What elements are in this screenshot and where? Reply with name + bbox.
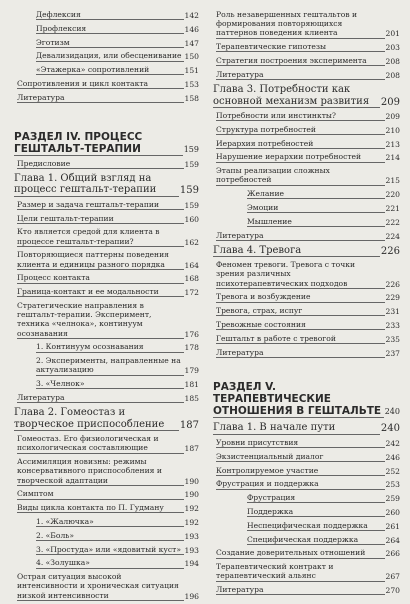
- toc-entry[interactable]: [213, 479, 400, 489]
- toc-entry[interactable]: [14, 273, 199, 283]
- toc-entry-title: Роль незавершенных гештальтов и формирования повторяющихся паттернов поведения клиента: [216, 10, 385, 39]
- toc-entry[interactable]: [213, 70, 400, 80]
- toc-entry-title: 2. Эксперименты, направленные на актуализацию: [36, 356, 184, 375]
- toc-page-number: 162: [184, 237, 199, 247]
- toc-entry[interactable]: [213, 306, 400, 316]
- toc-entry[interactable]: [213, 56, 400, 66]
- toc-entry-title: Девализидация, или обесценивание: [36, 51, 182, 61]
- toc-page-number: 178: [184, 343, 199, 353]
- toc-page-number: 196: [184, 591, 199, 601]
- toc-page-number: 237: [385, 348, 400, 358]
- toc-entry[interactable]: [14, 301, 199, 339]
- toc-entry[interactable]: [14, 517, 199, 527]
- toc-entry-title: РАЗДЕЛ V. ТЕРАПЕВТИЧЕСКИЕ ОТНОШЕНИЯ В ГЕШТАЛЬТЕ: [213, 381, 384, 418]
- toc-page-number: 168: [184, 274, 199, 284]
- toc-entry[interactable]: [213, 348, 400, 358]
- toc-page-number: 240: [384, 407, 400, 417]
- toc-entry-title: Фрустрация: [247, 493, 385, 503]
- toc-entry[interactable]: [14, 531, 199, 541]
- toc-chapter-heading[interactable]: [213, 422, 400, 435]
- toc-entry-title: 1. «Жалючка»: [36, 517, 184, 527]
- toc-page-number: 192: [184, 504, 199, 514]
- toc-entry[interactable]: [213, 334, 400, 344]
- toc-entry-title: Глава 3. Потребности как основной механизм развития: [213, 84, 380, 108]
- toc-chapter-heading[interactable]: [213, 84, 400, 108]
- toc-entry-title: Феномен тревоги. Тревога с точки зрения различных психотерапевтических подходов: [216, 260, 385, 289]
- toc-entry-title: Глава 1. Общий взгляд на процесс гештальт-терапии: [14, 173, 179, 197]
- toc-entry[interactable]: [213, 452, 400, 462]
- toc-page-number: 261: [385, 521, 400, 531]
- toc-entry[interactable]: [213, 292, 400, 302]
- toc-entry[interactable]: [213, 521, 400, 531]
- toc-page-number: 224: [385, 231, 400, 241]
- toc-page-number: 208: [385, 57, 400, 66]
- toc-entry[interactable]: [213, 125, 400, 135]
- toc-entry[interactable]: [14, 393, 199, 403]
- toc-chapter-heading[interactable]: [213, 245, 400, 258]
- toc-entry-title: «Этажерка» сопротивлений: [36, 65, 184, 75]
- toc-page-number: 176: [184, 329, 199, 339]
- toc-page-number: 266: [385, 549, 400, 559]
- toc-entry[interactable]: [213, 217, 400, 227]
- toc-entry-title: 4. «Золушка»: [36, 558, 184, 568]
- toc-entry-title: Профлексия: [36, 24, 184, 34]
- toc-entry-title: Стратегия построения эксперимента: [216, 56, 385, 66]
- toc-page-number: 153: [184, 79, 199, 89]
- toc-page-number: 246: [385, 452, 400, 462]
- toc-left-column: [14, 10, 199, 604]
- toc-entry[interactable]: [14, 457, 199, 486]
- toc-entry-title: Структура потребностей: [216, 125, 385, 135]
- toc-page-number: 150: [184, 52, 199, 62]
- toc-page-number: 221: [385, 203, 400, 213]
- toc-page-number: 210: [385, 125, 400, 135]
- toc-entry-title: Этапы реализации сложных потребностей: [216, 166, 385, 185]
- toc-entry-title: Специфическая поддержка: [247, 535, 385, 545]
- toc-entry-title: Желание: [247, 189, 385, 199]
- toc-page-number: 190: [184, 490, 199, 500]
- toc-page-number: 213: [385, 139, 400, 149]
- toc-entry[interactable]: [213, 548, 400, 558]
- toc-entry-title: Повторяющиеся паттерны поведения клиента и единицы разного порядка: [17, 250, 184, 269]
- toc-entry-title: Литература: [216, 348, 385, 358]
- toc-entry-title: Цели гештальт-терапии: [17, 214, 184, 224]
- toc-page-number: 229: [385, 293, 400, 303]
- toc-page-number: 187: [184, 444, 199, 454]
- toc-entry[interactable]: [14, 10, 199, 20]
- toc-page-number: 203: [385, 43, 400, 53]
- toc-page-number: 181: [184, 380, 199, 390]
- toc-entry[interactable]: [213, 166, 400, 185]
- toc-page-number: 172: [184, 288, 199, 298]
- toc-page-number: 209: [380, 96, 400, 108]
- toc-page-number: 214: [385, 153, 400, 163]
- toc-section-heading[interactable]: [213, 381, 400, 418]
- toc-page-number: 193: [184, 545, 199, 555]
- toc-entry[interactable]: [213, 231, 400, 241]
- toc-page-number: 226: [380, 245, 400, 257]
- toc-entry-title: Тревога и возбуждение: [216, 292, 385, 302]
- toc-entry[interactable]: [14, 356, 199, 375]
- toc-entry-title: Контролируемое участие: [216, 466, 385, 476]
- toc-entry-title: Стратегические направления в гештальт-терапии. Эксперимент, техника «челнока», континуум осознавания: [17, 301, 184, 339]
- toc-entry-title: Острая ситуация высокой интенсивности и хроническая ситуация низкой интенсивности: [17, 572, 184, 601]
- toc-entry[interactable]: [213, 438, 400, 448]
- toc-page-number: 164: [184, 260, 199, 270]
- toc-entry[interactable]: [213, 189, 400, 199]
- toc-page-number: 192: [184, 517, 199, 527]
- toc-page-number: 260: [385, 507, 400, 517]
- toc-entry[interactable]: [14, 434, 199, 453]
- toc-entry[interactable]: [14, 200, 199, 210]
- toc-page-number: 185: [184, 393, 199, 403]
- toc-entry-title: Размер и задача гештальт-терапии: [17, 200, 184, 210]
- toc-entry[interactable]: [213, 152, 400, 162]
- toc-entry-title: Терапевтический контракт и терапевтический альянс: [216, 562, 385, 581]
- toc-entry[interactable]: [14, 93, 199, 103]
- toc-entry-title: 1. Континуум осознавания: [36, 342, 184, 352]
- toc-entry[interactable]: [14, 489, 199, 499]
- toc-page-number: 252: [385, 466, 400, 476]
- toc-entry-title: Глава 1. В начале пути: [213, 422, 380, 435]
- toc-entry-title: Сопротивления и цикл контакта: [17, 79, 184, 89]
- toc-page-number: 159: [184, 200, 199, 210]
- toc-entry[interactable]: [213, 585, 400, 595]
- toc-entry[interactable]: [213, 111, 400, 121]
- toc-page-number: 147: [184, 38, 199, 48]
- toc-page-number: 242: [385, 438, 400, 448]
- toc-entry-title: 2. «Боль»: [36, 531, 184, 541]
- toc-right-column: [213, 10, 400, 599]
- toc-entry[interactable]: [14, 79, 199, 89]
- toc-entry[interactable]: [14, 24, 199, 34]
- toc-entry[interactable]: [213, 493, 400, 503]
- toc-page-number: 208: [385, 70, 400, 80]
- toc-entry[interactable]: [213, 320, 400, 330]
- toc-entry-title: Гомеостаз. Его физиологическая и психологическая составляющие: [17, 434, 184, 453]
- toc-entry[interactable]: [14, 250, 199, 269]
- toc-page-number: 146: [184, 24, 199, 34]
- toc-entry[interactable]: [14, 227, 199, 246]
- toc-entry-title: РАЗДЕЛ IV. ПРОЦЕСС ГЕШТАЛЬТ-ТЕРАПИИ: [14, 131, 183, 156]
- toc-entry-title: Глава 2. Гомеостаз и творческое приспособление: [14, 407, 179, 431]
- toc-entry-title: 3. «Челнок»: [36, 379, 184, 389]
- toc-entry[interactable]: [213, 139, 400, 149]
- toc-entry-title: Экзистенциальный диалог: [216, 452, 385, 462]
- toc-page-number: 209: [385, 112, 400, 121]
- toc-entry-title: Эготизм: [36, 38, 184, 48]
- toc-entry-title: Виды цикла контакта по П. Гудману: [17, 503, 184, 513]
- toc-entry-title: Гештальт в работе с тревогой: [216, 334, 385, 344]
- toc-page-number: 231: [385, 307, 400, 317]
- toc-page-number: 158: [184, 93, 199, 103]
- toc-entry[interactable]: [14, 65, 199, 75]
- toc-page-number: 159: [183, 144, 199, 154]
- toc-entry-title: Глава 4. Тревога: [213, 245, 380, 258]
- toc-entry[interactable]: [14, 38, 199, 48]
- toc-entry[interactable]: [213, 203, 400, 213]
- toc-page-number: 190: [184, 476, 199, 486]
- section-spacer: [14, 107, 199, 125]
- toc-entry[interactable]: [14, 159, 199, 169]
- toc-entry-title: Ассимиляция новизны: режимы консервативного приспособления и творческой адаптации: [17, 457, 184, 486]
- toc-section-heading[interactable]: [14, 131, 199, 156]
- toc-entry-title: Граница-контакт и ее модальности: [17, 287, 184, 297]
- toc-entry-title: Фрустрация и поддержка: [216, 479, 385, 489]
- toc-entry[interactable]: [213, 562, 400, 581]
- toc-entry-title: Поддержка: [247, 507, 385, 517]
- toc-page-number: 253: [385, 480, 400, 490]
- section-spacer: [213, 361, 400, 375]
- toc-entry-title: Уровни присутствия: [216, 438, 385, 448]
- toc-page-number: 142: [184, 11, 199, 20]
- toc-page-number: 267: [385, 572, 400, 582]
- toc-entry-title: Предисловие: [17, 159, 184, 169]
- toc-page-number: 226: [385, 279, 400, 289]
- toc-entry-title: Кто является средой для клиента в процессе гештальт-терапии?: [17, 227, 184, 246]
- toc-page-number: 179: [184, 366, 199, 376]
- toc-page-number: 187: [179, 419, 199, 431]
- toc-entry[interactable]: [213, 10, 400, 39]
- toc-entry-title: Эмоции: [247, 203, 385, 213]
- toc-entry-title: Терапевтические гипотезы: [216, 42, 385, 52]
- toc-entry[interactable]: [213, 535, 400, 545]
- toc-page-number: 270: [385, 586, 400, 596]
- toc-entry-title: Дефлексия: [36, 10, 184, 20]
- toc-entry[interactable]: [14, 214, 199, 224]
- toc-entry-title: Литература: [216, 585, 385, 595]
- toc-entry[interactable]: [213, 507, 400, 517]
- toc-entry-title: Литература: [216, 70, 385, 80]
- toc-chapter-heading[interactable]: [14, 407, 199, 431]
- toc-page-number: 215: [385, 176, 400, 186]
- toc-page-number: 240: [380, 423, 400, 435]
- toc-page-number: 159: [179, 185, 199, 197]
- toc-entry-title: Литература: [17, 393, 184, 403]
- toc-entry-title: Иерархия потребностей: [216, 139, 385, 149]
- toc-entry[interactable]: [213, 260, 400, 289]
- toc-page-number: 264: [385, 535, 400, 545]
- toc-page-number: 222: [385, 217, 400, 227]
- toc-page-number: 159: [184, 159, 199, 169]
- toc-entry-title: Мышление: [247, 217, 385, 227]
- toc-entry[interactable]: [14, 545, 199, 555]
- toc-entry-title: Литература: [216, 231, 385, 241]
- toc-entry[interactable]: [14, 379, 199, 389]
- toc-page-number: 201: [385, 29, 400, 39]
- toc-page-number: 193: [184, 531, 199, 541]
- toc-entry-title: Литература: [17, 93, 184, 103]
- toc-entry[interactable]: [14, 287, 199, 297]
- toc-page-number: 235: [385, 334, 400, 344]
- toc-entry[interactable]: [213, 42, 400, 52]
- toc-page-number: 160: [184, 214, 199, 224]
- toc-entry-title: Симптом: [17, 489, 184, 499]
- toc-entry-title: Потребности или инстинкты?: [216, 111, 385, 121]
- toc-entry[interactable]: [14, 51, 199, 61]
- toc-entry-title: Создание доверительных отношений: [216, 548, 385, 558]
- toc-entry-title: Нарушение иерархии потребностей: [216, 152, 385, 162]
- toc-entry-title: Неспецифическая поддержка: [247, 521, 385, 531]
- toc-entry[interactable]: [14, 572, 199, 601]
- toc-chapter-heading[interactable]: [14, 173, 199, 197]
- toc-entry-title: Тревога, страх, испуг: [216, 306, 385, 316]
- toc-page-number: 194: [184, 559, 199, 569]
- toc-entry[interactable]: [14, 558, 199, 568]
- toc-entry-title: Процесс контакта: [17, 273, 184, 283]
- toc-entry-title: Тревожные состояния: [216, 320, 385, 330]
- toc-page-number: 233: [385, 321, 400, 331]
- toc-entry[interactable]: [14, 342, 199, 352]
- toc-page-number: 220: [385, 190, 400, 200]
- toc-entry[interactable]: [213, 466, 400, 476]
- toc-entry[interactable]: [14, 503, 199, 513]
- toc-page-number: 259: [385, 494, 400, 504]
- toc-entry-title: 3. «Простуда» или «ядовитый куст»: [36, 545, 184, 555]
- toc-page-number: 151: [184, 66, 199, 76]
